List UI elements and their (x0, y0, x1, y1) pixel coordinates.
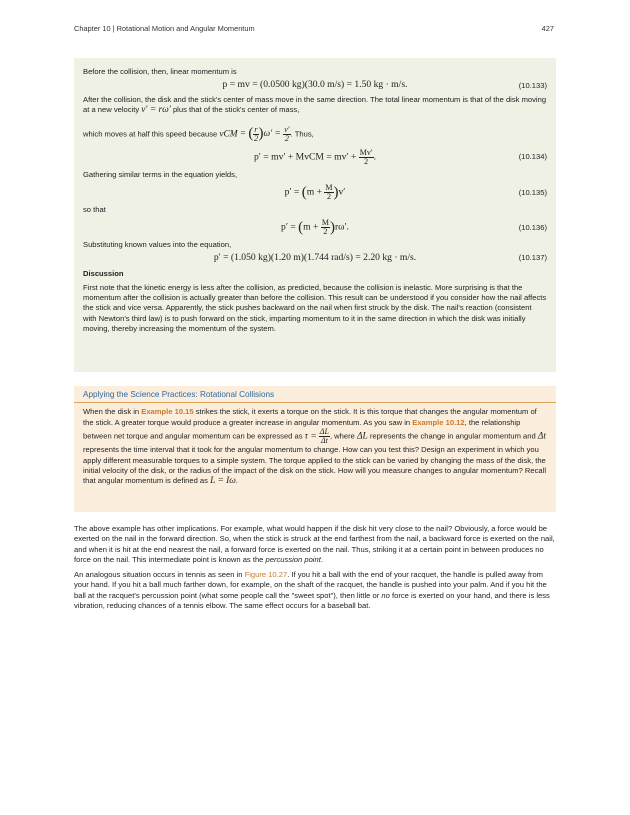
intro-text: Before the collision, then, linear momentum is (83, 67, 237, 76)
after-collision-text (83, 95, 547, 116)
example-solution-box (74, 58, 556, 372)
example-10-12-link[interactable]: Example 10.12 (412, 417, 465, 427)
equation-10-133-body: p = mv = (0.0500 kg)(30.0 m/s) = 1.50 kg · m/s. (222, 79, 408, 91)
science-text: , the relationship between net torque and angular momentum can be expressed as (83, 417, 521, 441)
example-10-15-link[interactable]: Example 10.15 (141, 407, 194, 417)
figure-10-27-link[interactable]: Figure 10.27 (244, 570, 288, 579)
discussion-text: First note that the kinetic energy is less after the collision, as predicted, because the collision is inelastic. More surprising is that the momentum after the collision is actually greater than before the collision. This result can be understood if you consider how the nail affects the stick and vice versa. Apparently, the stick pushes backward on the nail when first struck by the disk. The nail's reaction (consistent with Newton's third law) is to push forward on the stick, imparting momentum to it in the same direction in which the disk was initially moving, thereby increasing the momentum of the system. (83, 282, 547, 334)
equation-10-136-lhs: p′ = (281, 222, 296, 234)
no-emphasis: no (381, 590, 390, 600)
discussion-heading: Discussion (83, 269, 124, 279)
equation-10-137-body: p′ = (1.050 kg)(1.20 m)(1.744 rad/s) = 2.20 kg · m/s. (213, 251, 417, 263)
vcm-symbol: vCM (219, 129, 238, 140)
science-text: , where (329, 431, 355, 441)
thus-text: . Thus, (290, 129, 314, 139)
equation-number: (10.133) (518, 80, 547, 90)
page-number: 427 (541, 24, 554, 33)
equation-number: (10.137) (518, 252, 547, 262)
science-text: strikes the stick, it exerts a torque on the stick. It is this torque that changes the angular momentum of the stick. A greater torque would produce a greater increase in angular momentum. As you saw in (83, 407, 537, 427)
equation-10-137 (83, 253, 547, 263)
science-practices-title: Applying the Science Practices: Rotational Collisions (74, 386, 556, 403)
equation-number: (10.134) (518, 151, 547, 161)
paragraph-text: . If you hit a ball with the end of your racquet, the handle is pulled away from your hand. If you hit a ball much farther down, for example, on the shaft of the racquet, the handle is pushed into your palm. And if you hit the ball at the racquet's percussion point (what some people call the "sweet spot"), then little or (74, 570, 547, 600)
so-that-text: so that (83, 205, 106, 215)
equation-10-134: p′ = mv′ + MvCM = mv′ + $\frac{Mv'}{2}$ . (10.134) (254, 147, 547, 166)
science-text: When the disk in (83, 407, 140, 417)
equation-10-136: p′ = (m + $\frac{M}{2}$ )rω′. (10.136) (281, 218, 547, 237)
paragraph-text: An analogous situation occurs in tennis as seen in (74, 570, 243, 579)
torque-denominator: Δt (320, 436, 328, 446)
torque-numerator: ΔL (319, 427, 329, 437)
equation-10-135: p′ = (m + $\frac{M}{2}$ )v′ (10.135) (284, 183, 547, 202)
velocity-expression: v′ = rω′ (141, 105, 171, 116)
equation-10-135-lhs: p′ = (284, 186, 300, 198)
paragraph-percussion-point (74, 524, 556, 566)
tau-symbol: τ = (304, 431, 317, 442)
running-header-chapter: Chapter 10 | Rotational Motion and Angular Momentum (74, 24, 255, 33)
equation-10-134-lhs: p′ = mv′ + MvCM = mv′ + (254, 151, 357, 163)
percussion-point-term: percussion point (265, 555, 321, 565)
equation-10-133 (83, 80, 547, 90)
science-text: . (235, 476, 239, 486)
science-practices-body (74, 407, 556, 486)
after-text-1: After the collision, the disk and the stick's center of mass move in the same direction. The total linear momentum is that of the disk moving at a new velocity (83, 94, 547, 115)
half-speed-text: which moves at half this speed because vCM = ( $\frac{r}{2}$ )ω′ = $\frac{v'}{2}$ . Thus, (83, 124, 314, 143)
paragraph-text: The above example has other implications. For example, what would happen if the disk hit very close to the nail? Obviously, a force would be exerted on the nail in the forward direction. So, when the stick is struck at the end farthest from the nail, a backward force is exerted on the nail, and when it is hit at the end nearest the nail, a forward force is exerted on the nail. Thus, striking it at a certain point in between produces no force on the nail. This intermediate point is known as the (74, 524, 555, 565)
paragraph-tennis (74, 570, 556, 612)
paragraph-text: . (320, 555, 323, 565)
science-text: represents the change in angular momentum and (369, 431, 536, 441)
science-practices-box (74, 386, 556, 512)
equation-number: (10.136) (518, 222, 547, 232)
equation-number: (10.135) (518, 187, 547, 197)
paragraph-text: force is exerted on your hand, and there is less vibration, reducing chances of a tennis elbow. The same effect occurs for a baseball bat. (74, 590, 550, 611)
delta-t-symbol: Δt (537, 431, 546, 442)
angular-momentum-definition: L = Iω (210, 476, 236, 487)
half-speed-label: which moves at half this speed because (83, 129, 218, 139)
eq134-denominator: 2 (364, 156, 369, 166)
substituting-text: Substituting known values into the equation, (83, 240, 232, 250)
delta-l-symbol: ΔL (356, 431, 368, 442)
eq134-numerator: Mv′ (359, 147, 373, 157)
science-text: represents the time interval that it took for the angular momentum to change. How can you test this? Design an experiment in which you apply different measurable torques to a simple system. The torque applied to the stick can be varied by changing the mass of the disk, the initial velocity of the disk, or the radius of the impact of the disk on the stick. How will you measure changes to angular momentum? Recall that angular momentum is defined as (83, 445, 547, 486)
after-text-2: plus that of the stick's center of mass, (172, 105, 300, 115)
gathering-text: Gathering similar terms in the equation yields, (83, 169, 238, 179)
